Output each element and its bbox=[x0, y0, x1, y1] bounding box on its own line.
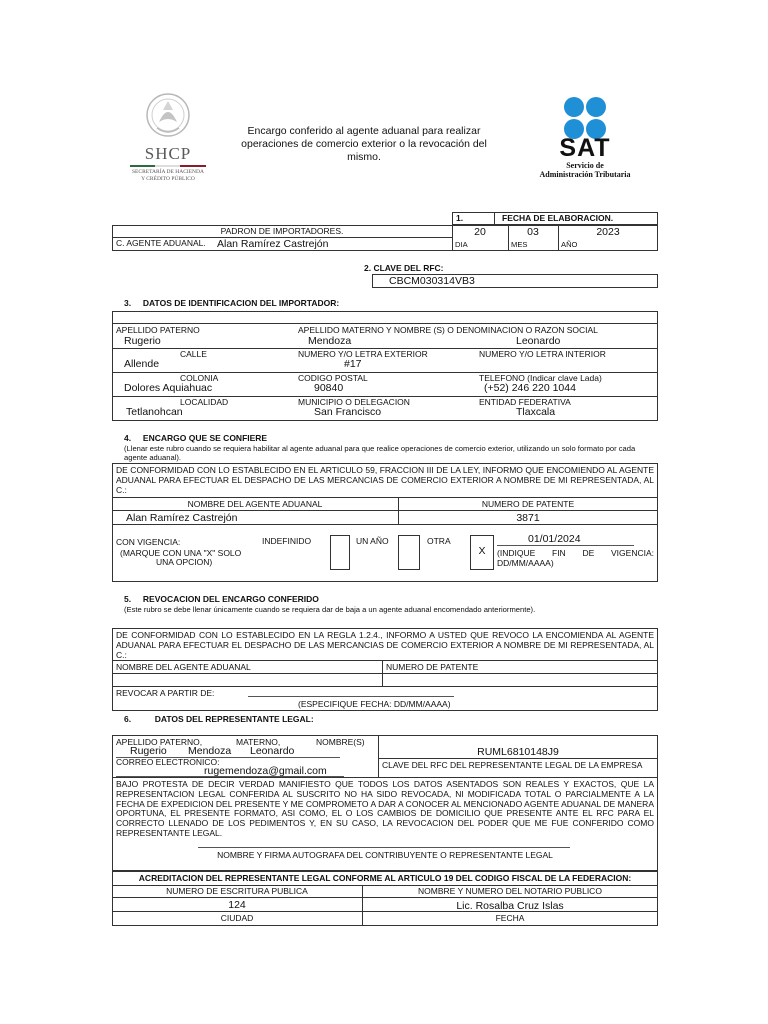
ciudad-label: CIUDAD bbox=[220, 913, 254, 923]
rep-rfc-value[interactable]: RUML6810148J9 bbox=[477, 746, 559, 758]
municipio-value[interactable]: San Francisco bbox=[314, 406, 382, 418]
num-ext-value[interactable]: #17 bbox=[344, 358, 362, 370]
shcp-acronym: SHCP bbox=[144, 144, 192, 163]
un-ano-checkbox[interactable] bbox=[398, 535, 420, 570]
rep-apellido-materno-value[interactable]: Mendoza bbox=[188, 745, 232, 757]
num-ext-label: NUMERO Y/O LETRA EXTERIOR bbox=[298, 349, 428, 359]
notario-label: NOMBRE Y NUMERO DEL NOTARIO PUBLICO bbox=[418, 886, 602, 896]
telefono-value[interactable]: (+52) 246 220 1044 bbox=[484, 382, 576, 394]
mexican-coat-of-arms-icon bbox=[143, 92, 193, 140]
vigencia-hint-2: UNA OPCION) bbox=[156, 557, 213, 567]
vigencia-label: CON VIGENCIA: bbox=[116, 537, 181, 547]
section-5-title: 5. REVOCACION DEL ENCARGO CONFERIDO bbox=[124, 594, 319, 604]
revocar-fecha-hint: (ESPECIFIQUE FECHA: DD/MM/AAAA) bbox=[298, 699, 451, 709]
revocacion-nombre-agente-field[interactable] bbox=[113, 674, 381, 685]
fecha-elaboracion-label: FECHA DE ELABORACION. bbox=[502, 213, 614, 223]
section-1-number: 1. bbox=[456, 213, 464, 223]
section-4-title: 4. ENCARGO QUE SE CONFIERE bbox=[124, 433, 268, 443]
dia-label: DIA bbox=[455, 240, 468, 249]
fecha-day[interactable]: 20 bbox=[474, 226, 486, 238]
localidad-label: LOCALIDAD bbox=[180, 397, 229, 407]
sat-subtitle-2: Administración Tributaria bbox=[539, 170, 631, 179]
calle-value[interactable]: Allende bbox=[124, 358, 160, 370]
fecha-vigencia-value[interactable]: 01/01/2024 bbox=[528, 533, 581, 545]
fecha-year[interactable]: 2023 bbox=[596, 226, 620, 238]
cp-value[interactable]: 90840 bbox=[314, 382, 344, 394]
section-5-note: (Este rubro se debe llenar únicamente cuando se requiera dar de baja a un agente aduanal encomendado anteriormente). bbox=[124, 605, 536, 614]
un-ano-label: UN AÑO bbox=[356, 536, 389, 546]
escritura-label: NUMERO DE ESCRITURA PUBLICA bbox=[166, 886, 308, 896]
sat-subtitle-1: Servicio de bbox=[566, 161, 604, 170]
section-3-title: 3. DATOS DE IDENTIFICACION DEL IMPORTADOR: bbox=[124, 298, 340, 308]
otra-checkbox-mark: X bbox=[478, 545, 486, 557]
firma-label: NOMBRE Y FIRMA AUTOGRAFA DEL CONTRIBUYENTE O REPRESENTANTE LEGAL bbox=[217, 850, 553, 860]
apellido-paterno-value[interactable]: Rugerio bbox=[124, 335, 161, 347]
fecha-month[interactable]: 03 bbox=[527, 226, 539, 238]
rep-materno-label: MATERNO, bbox=[236, 737, 281, 747]
rfc-value: CBCM030314VB3 bbox=[389, 275, 475, 287]
section-4-conformidad: DE CONFORMIDAD CON LO ESTABLECIDO EN EL ARTICULO 59, FRACCION III DE LA LEY, INFORMO QUE ENCOMIENDO AL AGENTE ADUANAL PARA EFECTUAR EL DESPACHO DE LAS MERCANCIAS DE COMERCIO EXTERIOR A NOMBRE DE MI REPRESENTADA, AL C.: bbox=[116, 465, 654, 495]
rep-rfc-label: CLAVE DEL RFC DEL REPRESENTANTE LEGAL DE LA EMPRESA bbox=[382, 760, 643, 770]
section-2-title: 2. CLAVE DEL RFC: bbox=[364, 263, 444, 273]
vigencia-hint-1: (MARQUE CON UNA "X" SOLO bbox=[120, 548, 242, 558]
apellido-materno-label: APELLIDO MATERNO Y NOMBRE (S) O DENOMINACION O RAZON SOCIAL bbox=[298, 325, 598, 335]
calle-label: CALLE bbox=[180, 349, 207, 359]
acreditacion-title: ACREDITACION DEL REPRESENTANTE LEGAL CONFORME AL ARTICULO 19 DEL CODIGO FISCAL DE LA FEDERACION: bbox=[138, 873, 632, 883]
fecha-vigencia-hint: (INDIQUE FIN DE VIGENCIA: DD/MM/AAAA) bbox=[497, 548, 654, 568]
agente-aduanal-label: C. AGENTE ADUANAL. bbox=[116, 238, 206, 248]
escritura-value[interactable]: 124 bbox=[228, 899, 246, 911]
notario-value[interactable]: Lic. Rosalba Cruz Islas bbox=[456, 900, 564, 912]
mes-label: MES bbox=[511, 240, 528, 249]
indefinido-checkbox[interactable] bbox=[330, 535, 350, 570]
colonia-value[interactable]: Dolores Aquiahuac bbox=[124, 382, 213, 394]
num-int-label: NUMERO Y/O LETRA INTERIOR bbox=[479, 349, 606, 359]
padron-importadores-label: PADRON DE IMPORTADORES. bbox=[220, 226, 344, 236]
numero-patente-value[interactable]: 3871 bbox=[516, 512, 540, 524]
shcp-subtitle-1: SECRETARÍA DE HACIENDA bbox=[132, 169, 204, 175]
revocacion-numero-patente-field[interactable] bbox=[383, 674, 657, 685]
nombre-agente-value[interactable]: Alan Ramírez Castrejón bbox=[126, 512, 238, 524]
shcp-subtitle-2: Y CRÉDITO PÚBLICO bbox=[141, 176, 195, 182]
shcp-logo bbox=[118, 92, 218, 182]
rep-nombres-label: NOMBRE(S) bbox=[316, 737, 365, 747]
numero-patente-label: NUMERO DE PATENTE bbox=[481, 499, 575, 509]
section-4-note: (Llenar este rubro cuando se requiera habilitar al agente aduanal para que realice operaciones de comercio exterior, utilizando un solo formato por cada agente aduanal). bbox=[124, 444, 636, 462]
cp-label: CODIGO POSTAL bbox=[298, 373, 368, 383]
rep-apellido-paterno-label: APELLIDO PATERNO, bbox=[116, 737, 203, 747]
revocacion-numero-patente-label: NUMERO DE PATENTE bbox=[386, 662, 479, 672]
sat-acronym: SAT bbox=[559, 134, 611, 162]
rep-correo-label: CORREO ELECTRONICO: bbox=[116, 757, 220, 767]
colonia-label: COLONIA bbox=[180, 373, 219, 383]
apellido-materno-value[interactable]: Mendoza bbox=[308, 335, 352, 347]
fecha-acreditacion-label: FECHA bbox=[495, 913, 525, 923]
rep-nombre-value[interactable]: Leonardo bbox=[250, 745, 295, 757]
telefono-label: TELEFONO (Indicar clave Lada) bbox=[479, 373, 602, 383]
nombre-agente-label: NOMBRE DEL AGENTE ADUANAL bbox=[187, 499, 323, 509]
apellido-paterno-label: APELLIDO PATERNO bbox=[116, 325, 200, 335]
rep-apellido-paterno-value[interactable]: Rugerio bbox=[130, 745, 167, 757]
shcp-color-bar bbox=[130, 165, 206, 167]
otra-label: OTRA bbox=[427, 536, 451, 546]
municipio-label: MUNICIPIO O DELEGACION bbox=[298, 397, 410, 407]
nombre-value[interactable]: Leonardo bbox=[516, 335, 561, 347]
section-6-title: 6. DATOS DEL REPRESENTANTE LEGAL: bbox=[124, 714, 314, 724]
rep-correo-value[interactable]: rugemendoza@gmail.com bbox=[204, 765, 327, 777]
entidad-value[interactable]: Tlaxcala bbox=[516, 406, 556, 418]
protesta-text: BAJO PROTESTA DE DECIR VERDAD MANIFIESTO QUE TODOS LOS DATOS ASENTADOS SON REALES Y EXACTOS, QUE LA REPRESENTACION LEGAL CONFERIDA AL SUSCRITO NO HA SIDO REVOCADA, NI MODIFICADA TOTAL O PARCIALMENTE A LA FECHA DE EXPEDICION DEL PRESENTE Y ME COMPROMETO A DAR A CONOCER AL MENCIONADO AGENTE ADUANAL DE MANERA OPORTUNA, EL PRESENTE FORMATO, ASI COMO, EL O LOS CAMBIOS DE DOMICILIO QUE PRESENTE ANTE EL RFC PARA EL CORRECTO LLENADO DE LOS PEDIMENTOS Y, EN SU CASO, LA REVOCACION DEL PODER QUE ME FUE CONFERIDO COMO REPRESENTANTE LEGAL. bbox=[116, 779, 654, 838]
firma-line[interactable] bbox=[198, 847, 570, 848]
revocacion-nombre-agente-label: NOMBRE DEL AGENTE ADUANAL bbox=[116, 662, 251, 672]
entidad-label: ENTIDAD FEDERATIVA bbox=[479, 397, 571, 407]
revocar-label: REVOCAR A PARTIR DE: bbox=[116, 688, 215, 698]
localidad-value[interactable]: Tetlanohcan bbox=[126, 406, 183, 418]
ano-label: AÑO bbox=[561, 240, 578, 249]
section-5-conformidad: DE CONFORMIDAD CON LO ESTABLECIDO EN LA REGLA 1.2.4., INFORMO A USTED QUE REVOCO LA ENCOMIENDA AL AGENTE ADUANAL PARA EFECTUAR EL DESPACHO DE LAS MERCANCIAS DE COMERCIO EXTERIOR A NOMBRE DE MI REPRESENTADA, AL C.: bbox=[116, 630, 654, 660]
agente-aduanal-value[interactable]: Alan Ramírez Castrejón bbox=[217, 238, 329, 250]
sat-logo bbox=[530, 96, 640, 182]
revocar-fecha-field[interactable] bbox=[248, 696, 454, 697]
form-title: Encargo conferido al agente aduanal para realizar operaciones de comercio exterior o la revocación del mismo. bbox=[241, 125, 487, 163]
indefinido-label: INDEFINIDO bbox=[262, 536, 312, 546]
